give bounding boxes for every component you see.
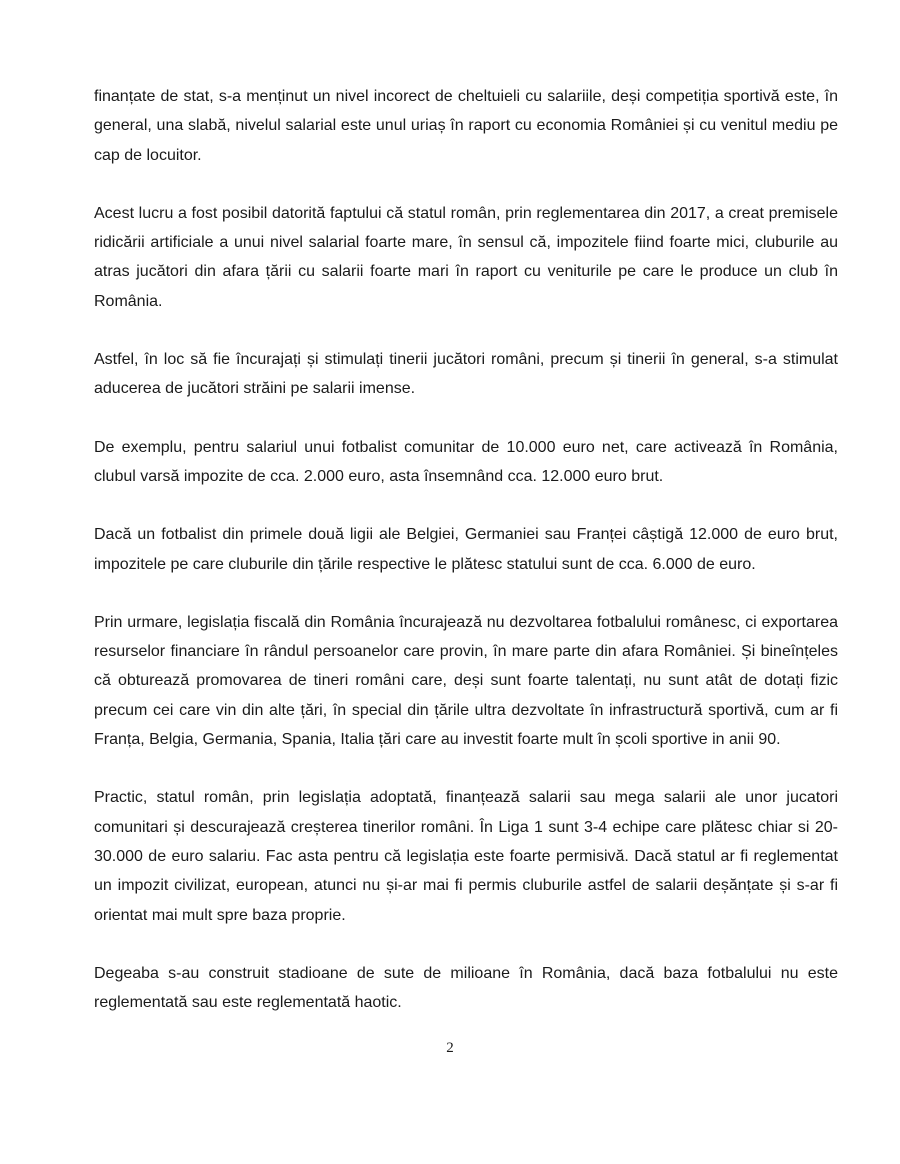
paragraph: Astfel, în loc să fie încurajați și stimulați tinerii jucători români, precum și tinerii în general, s-a stimulat aducerea de jucători străini pe salarii imense. (94, 351, 838, 398)
paragraph: finanțate de stat, s-a menținut un nivel incorect de cheltuieli cu salariile, deși competiția sportivă este, în general, una slabă, nivelul salarial este unul uriaș în raport cu economia României și cu venitul mediu pe cap de locuitor. (94, 88, 838, 164)
paragraph: Dacă un fotbalist din primele două ligii ale Belgiei, Germaniei sau Franței câștigă 12.000 de euro brut, impozitele pe care cluburile din țările respective le plătesc statului sunt de cca. 6.000 de euro. (94, 526, 838, 573)
paragraph: De exemplu, pentru salariul unui fotbalist comunitar de 10.000 euro net, care activează în România, clubul varsă impozite de cca. 2.000 euro, asta însemnând cca. 12.000 euro brut. (94, 438, 838, 485)
paragraph: Prin urmare, legislația fiscală din România încurajează nu dezvoltarea fotbalului românesc, ci exportarea resurselor financiare în rândul persoanelor care provin, în mare parte din afara României. Și bineînțeles că obturează promovarea de tineri români care, deși sunt foarte talentați, nu sunt atât de dotați fizic precum cei care vin din alte țări, în special din țările ultra dezvoltate în infrastructură sportivă, cum ar fi Franța, Belgia, Germania, Spania, Italia țări care au investit foarte mult în școli sportive in anii 90. (94, 613, 838, 749)
paragraph: Degeaba s-au construit stadioane de sute de milioane în România, dacă baza fotbalului nu este reglementată sau este reglementată haotic. (94, 964, 838, 1012)
document-body (94, 82, 838, 1017)
page-number: 2 (446, 1040, 454, 1056)
paragraph: Acest lucru a fost posibil datorită faptului că statul român, prin reglementarea din 2017, a creat premisele ridicării artificiale a unui nivel salarial foarte mare, în sensul că, impozitele fiind foarte mici, cluburile au atras jucători din afara țării cu salarii foarte mari în raport cu veniturile pe care le produce un club în România. (94, 204, 838, 310)
paragraph: Practic, statul român, prin legislația adoptată, finanțează salarii sau mega salarii ale unor jucatori comunitari și descurajează creșterea tinerilor români. În Liga 1 sunt 3-4 echipe care plătesc chiar si 20-30.000 de euro salariu. Fac asta pentru că legislația este foarte permisivă. Dacă statul ar fi reglementat un impozit civilizat, european, atunci nu și-ar mai fi permis cluburile astfel de salarii deșănțate și s-ar fi orientat mai mult spre baza proprie. (94, 789, 838, 924)
